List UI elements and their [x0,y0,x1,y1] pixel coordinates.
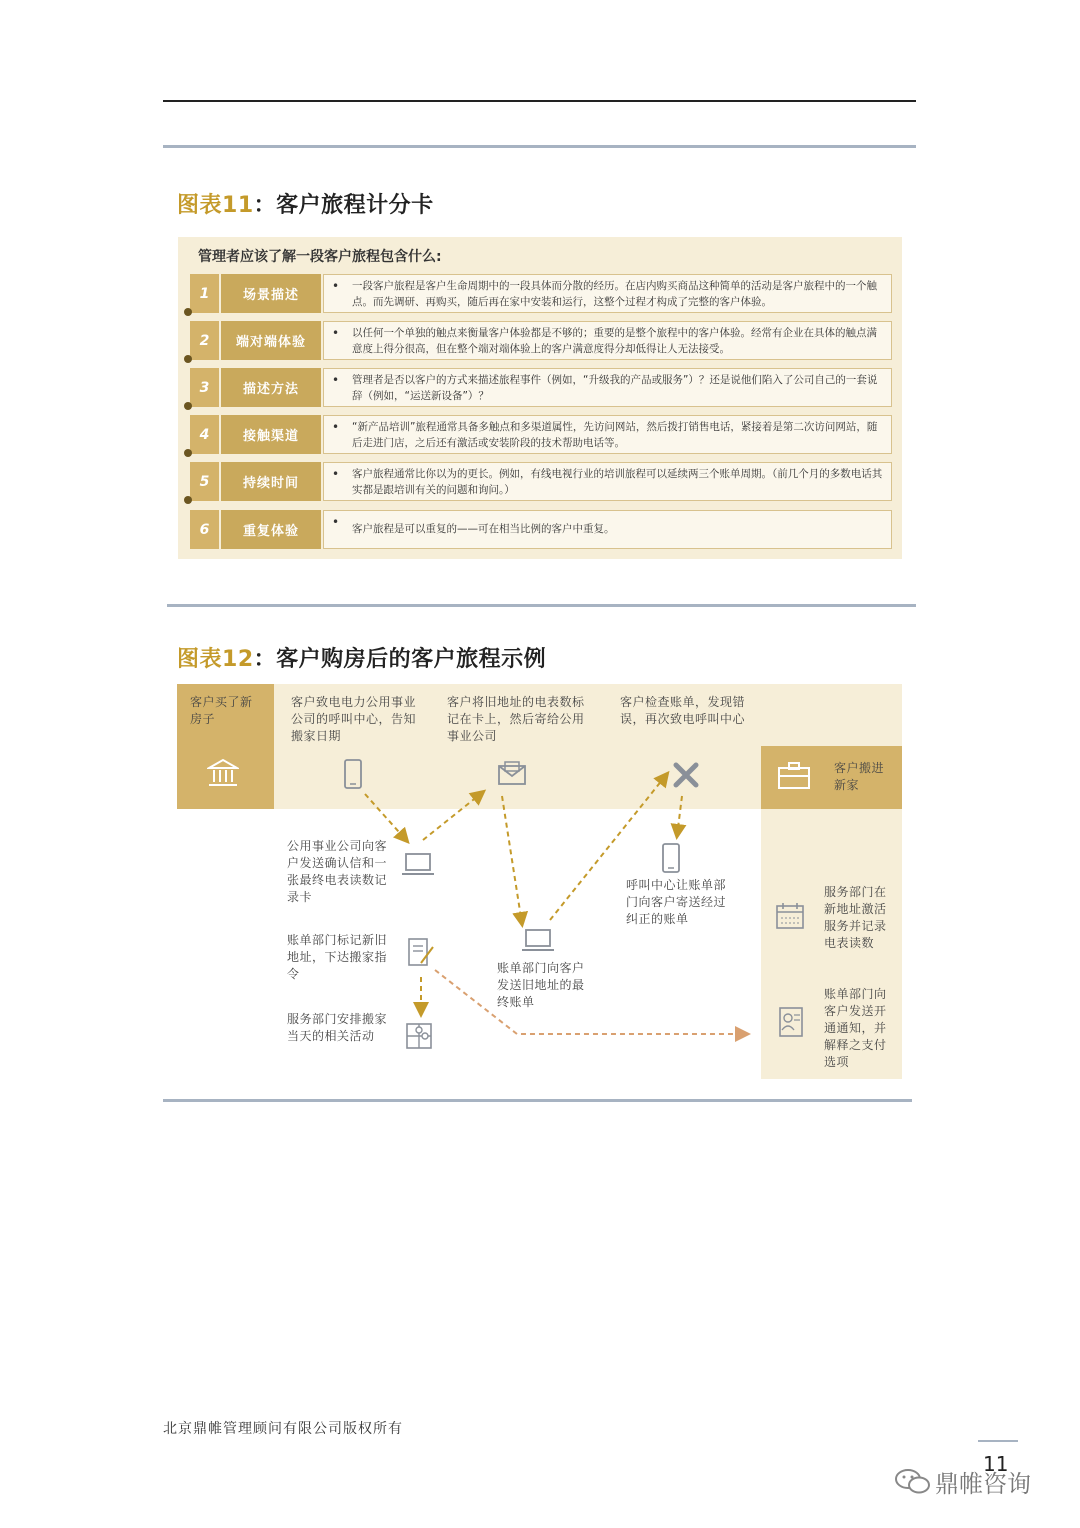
step-call: 客户致电电力公用事业公司的呼叫中心，告知搬家日期 [291,695,417,743]
bullet: • [332,279,340,293]
connector-dot [184,402,192,410]
utility-send: 公用事业公司向客户发送确认信和一张最终电表读数记录卡 [287,839,388,904]
row-number: 5 [190,462,219,501]
row-description [323,321,892,360]
laptop-icon [521,928,555,954]
scorecard-row [190,462,892,501]
step-check: 客户检查账单，发现错误，再次致电呼叫中心 [620,695,746,726]
scorecard-row [190,274,892,313]
row-number: 2 [190,321,219,360]
start-label: 客户买了新房子 [190,695,253,726]
billing-mark: 账单部门标记新旧地址，下达搬家指令 [287,933,388,981]
phone-icon [343,758,363,790]
row-number: 4 [190,415,219,454]
puzzle-icon [405,1022,433,1050]
row-text: “新产品培训”旅程通常具备多触点和多渠道属性，先访问网站，然后拨打销售电话，紧接着是第二次访问网站，随后走进门店，之后还有激活或安装阶段的技术帮助电话等。 [352,421,878,449]
arrow [502,796,522,924]
bank-icon [207,758,239,788]
arrow [677,796,682,836]
scorecard-row [190,368,892,407]
row-description [323,415,892,454]
connector-dot [184,355,192,363]
bullet: • [332,373,340,387]
figure-11-title-text: ：客户旅程计分卡 [253,193,434,218]
scorecard-row [190,510,892,549]
row-label: 端对端体验 [221,321,321,360]
row-description [323,368,892,407]
bullet: • [332,420,340,434]
service-arrange: 服务部门安排搬家当天的相关活动 [287,1012,388,1043]
row-text: 一段客户旅程是客户生命周期中的一段具体而分散的经历。在店内购买商品这种简单的活动是客户旅程中的一个触点。而先调研、再购买，随后再在家中安装和运行，这整个过程才构成了完整的客户体验。 [352,280,877,308]
journey-diagram [177,684,902,1079]
row-description [323,510,892,549]
header-rule [163,100,916,102]
scorecard-row [190,321,892,360]
connector-dot [184,449,192,457]
figure-11-title [177,188,434,219]
scorecard-row [190,415,892,454]
wechat-icon [893,1466,933,1496]
scorecard-panel [178,237,902,559]
row-text: 管理者是否以客户的方式来描述旅程事件（例如，“升级我的产品或服务”）？还是说他们陷入了公司自己的一套说辞（例如，“运送新设备”）？ [352,374,878,402]
callcenter-correct: 呼叫中心让账单部门向客户寄送经过纠正的账单 [626,878,727,926]
billing-notice: 账单部门向客户发送开通通知，并解释之支付选项 [824,987,887,1069]
briefcase-icon [777,760,811,790]
laptop-icon [401,852,435,878]
bullet: • [332,467,340,481]
row-number: 1 [190,274,219,313]
figure-12-prefix: 图表 [177,647,223,672]
page-number-rule [978,1440,1018,1442]
figure-12-number: 12 [222,647,254,672]
figure-12-title [177,642,546,673]
error-icon [671,760,701,790]
billing-final: 账单部门向客户发送旧地址的最终账单 [497,961,585,1009]
arrow [423,792,483,840]
row-label: 场景描述 [221,274,321,313]
figure-11-number: 11 [222,193,254,218]
bullet: • [332,326,340,340]
section-divider [167,604,916,607]
scorecard-header: 管理者应该了解一段客户旅程包含什么: [198,249,442,265]
row-number: 3 [190,368,219,407]
row-label: 持续时间 [221,462,321,501]
id-document-icon [777,1006,807,1038]
row-description [323,274,892,313]
row-text: 客户旅程通常比你以为的更长。例如，有线电视行业的培训旅程可以延续两三个账单周期。（前几个月的多数电话其实都是跟培训有关的问题和询问。） [352,468,883,496]
row-text: 客户旅程是可以重复的——可在相当比例的客户中重复。 [352,523,615,535]
mail-icon [497,760,527,786]
watermark: 鼎帷咨询 [935,1470,1031,1498]
calendar-icon [775,902,805,930]
arrow [365,794,407,841]
copyright: 北京鼎帷管理顾问有限公司版权所有 [163,1421,403,1437]
connector-dot [184,308,192,316]
row-text: 以任何一个单独的触点来衡量客户体验都是不够的；重要的是整个旅程中的客户体验。经常有企业在具体的触点满意度上得分很高，但在整个端对端体验上的客户满意度得分却低得让人无法接受。 [352,327,877,355]
end-label: 客户搬进新家 [834,761,885,792]
figure-12-title-text: ：客户购房后的客户旅程示例 [253,647,547,672]
bullet: • [332,515,340,529]
arrow [435,970,747,1034]
section-divider [163,145,916,148]
connector-dot [184,496,192,504]
row-label: 接触渠道 [221,415,321,454]
step-card: 客户将旧地址的电表数标记在卡上，然后寄给公用事业公司 [447,695,585,743]
service-activate: 服务部门在新地址激活服务并记录电表读数 [824,885,887,950]
figure-11-prefix: 图表 [177,193,223,218]
section-divider [163,1099,912,1102]
document-quill-icon [405,937,435,969]
phone-icon [661,842,681,874]
row-label: 重复体验 [221,510,321,549]
row-description [323,462,892,501]
page-number: 11 [983,1452,1009,1476]
row-label: 描述方法 [221,368,321,407]
row-number: 6 [190,510,219,549]
